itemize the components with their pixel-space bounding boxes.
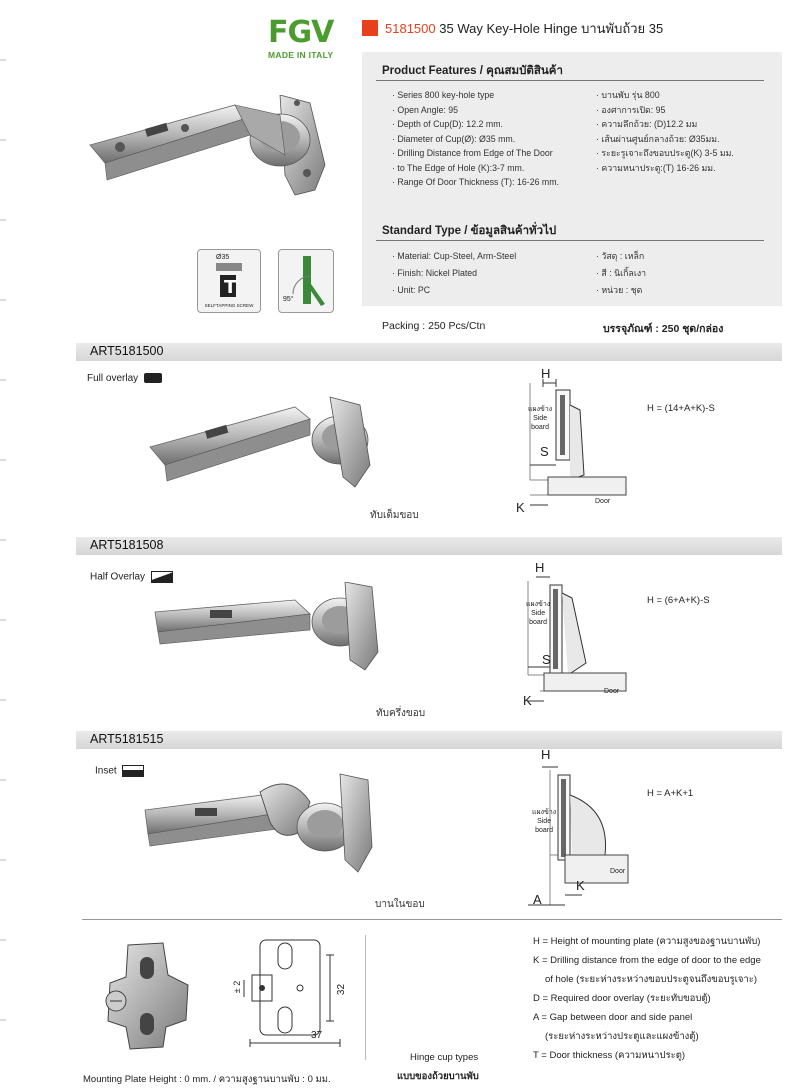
hinge-main-image — [85, 95, 350, 215]
full-overlay-icon — [144, 373, 162, 383]
mounting-plate-image — [88, 935, 208, 1055]
cup-types-en: Hinge cup types — [410, 1052, 479, 1063]
cup-screw-icon — [197, 249, 261, 313]
feature-th: · องศาการเปิด: 95 — [596, 103, 776, 118]
standard-en: · Material: Cup-Steel, Arm-Steel — [392, 248, 592, 265]
mounting-plate-height: Mounting Plate Height : 0 mm. / ความสูงฐานบานพับ : 0 มม. — [83, 1074, 331, 1085]
dimension-legend — [533, 932, 793, 1065]
feature-en: · Open Angle: 95 — [392, 103, 602, 118]
hinge-half-overlay-image — [150, 582, 390, 677]
overlay-type-3 — [95, 765, 144, 777]
side-board-label — [526, 600, 550, 627]
features-divider — [376, 80, 764, 81]
side-th: แผงข้าง — [532, 809, 557, 816]
angle-label: 95° — [283, 296, 294, 303]
diagram-k-label: K — [576, 878, 585, 893]
side-en2: board — [531, 424, 550, 431]
diagram-s-label: S — [542, 652, 551, 667]
features-en-list — [392, 88, 602, 190]
door-label: Door — [595, 498, 611, 505]
legend-a-cont: (ระยะห่างระหว่างประตูและแผงข้างตู้) — [545, 1031, 699, 1042]
feature-th: · ความหนาประตู:(T) 16-26 มม. — [596, 161, 776, 176]
cup-diameter-label: Ø35 — [216, 254, 230, 261]
dim-37-label: 37 — [311, 1030, 323, 1041]
variant-thai-label-2: ทับครึ่งขอบ — [376, 708, 426, 719]
side-en2: board — [529, 619, 548, 626]
hinge-full-overlay-image — [145, 395, 375, 495]
diagram-s-label: S — [540, 444, 549, 459]
feature-th: · บานพับ รุ่น 800 — [596, 88, 776, 103]
side-en1: Side — [533, 415, 548, 422]
logo-tagline: MADE IN ITALY — [268, 50, 334, 60]
overlay-type-1 — [87, 373, 162, 384]
feature-en: · to The Edge of Hole (K):3-7 mm. — [392, 161, 602, 176]
feature-en: · Diameter of Cup(Ø): Ø35 mm. — [392, 132, 602, 147]
standard-en: · Unit: PC — [392, 282, 592, 299]
diagram-k-label: K — [523, 693, 532, 708]
screw-label: SELFTAPPING SCREW — [204, 303, 254, 308]
variant-thai-label-1: ทับเต็มขอบ — [370, 510, 419, 521]
standard-divider — [376, 240, 764, 241]
binding-margin — [0, 0, 10, 1090]
feature-th: · ความลึกถ้วย: (D)12.2 มม — [596, 117, 776, 132]
variant-band-1 — [76, 343, 782, 361]
legend-d: D = Required door overlay (ระยะทับขอบตู้) — [533, 993, 711, 1004]
full-overlay-diagram — [508, 365, 628, 520]
packing-th: บรรจุภัณฑ์ : 250 ชุด/กล่อง — [603, 323, 724, 335]
page-title — [385, 20, 663, 37]
feature-en: · Series 800 key-hole type — [392, 88, 602, 103]
feature-en: · Drilling Distance from Edge of The Door — [392, 146, 602, 161]
diagram-a-label: A — [533, 892, 542, 907]
feature-en: · Depth of Cup(D): 12.2 mm. — [392, 117, 602, 132]
angle-icon — [278, 249, 334, 313]
standard-en: · Finish: Nickel Plated — [392, 265, 592, 282]
inset-diagram — [510, 755, 630, 910]
bottom-divider — [82, 919, 782, 920]
product-code: 5181500 — [385, 21, 436, 36]
variant-band-3 — [76, 731, 782, 749]
standard-th: · สี : นิเกิ้ลเงา — [596, 265, 766, 282]
overlay-label: Half Overlay — [90, 571, 146, 583]
diagram-h-label: H — [541, 366, 551, 381]
variant-thai-label-3: บานในขอบ — [375, 899, 425, 910]
art-code: ART5181515 — [90, 732, 164, 746]
packing-en: Packing : 250 Pcs/Ctn — [382, 320, 486, 332]
diagram-h-label: H — [535, 560, 545, 575]
formula-3: H = A+K+1 — [647, 788, 694, 799]
art-code: ART5181500 — [90, 344, 164, 358]
side-board-label — [532, 808, 556, 835]
overlay-label: Inset — [95, 765, 117, 777]
side-board-label — [528, 405, 552, 432]
standard-heading: Standard Type / ข้อมูลสินค้าทั่วไป — [382, 225, 557, 237]
variant-band-2 — [76, 537, 782, 555]
legend-k-cont: of hole (ระยะห่างระหว่างขอบประตูจนถึงขอบรูเจาะ) — [545, 974, 758, 985]
overlay-label: Full overlay — [87, 373, 139, 384]
formula-1: H = (14+A+K)-S — [647, 403, 715, 414]
door-label: Door — [604, 688, 620, 695]
svg-text:T: T — [224, 277, 237, 298]
vertical-divider — [365, 935, 366, 1060]
brand-logo — [268, 15, 342, 60]
standard-en-list — [392, 248, 592, 299]
product-title: 35 Way Key-Hole Hinge บานพับถ้วย 35 — [439, 21, 664, 36]
logo-mark: FGV — [268, 15, 334, 50]
standard-th: · วัสดุ : เหล็ก — [596, 248, 766, 265]
formula-2: H = (6+A+K)-S — [647, 595, 710, 606]
feature-en: · Range Of Door Thickness (T): 16-26 mm. — [392, 175, 602, 190]
cup-icon — [208, 263, 250, 301]
standard-th-list — [596, 248, 766, 299]
side-en2: board — [535, 827, 554, 834]
dim-pm-label: ± 2 — [232, 980, 243, 994]
legend-a: A = Gap between door and side panel — [533, 1012, 693, 1023]
standard-th: · หน่วย : ชุด — [596, 282, 766, 299]
info-panel — [362, 52, 782, 306]
cup-types-th: แบบของถ้วยบานพับ — [397, 1071, 479, 1082]
door-label: Door — [610, 868, 626, 875]
title-marker — [362, 20, 378, 36]
legend-h: H = Height of mounting plate (ความสูงของฐานบานพับ) — [533, 936, 761, 947]
legend-t: T = Door thickness (ความหนาประตู) — [533, 1050, 686, 1061]
side-th: แผงข้าง — [528, 406, 553, 413]
diagram-h-label: H — [541, 747, 551, 762]
legend-k: K = Drilling distance from the edge of door to the edge — [533, 955, 761, 966]
dim-32-label: 32 — [336, 983, 348, 996]
feature-th: · ระยะรูเจาะถึงขอบประตู(K) 3-5 มม. — [596, 146, 776, 161]
hinge-inset-image — [140, 772, 380, 877]
diagram-k-label: K — [516, 500, 525, 515]
side-th: แผงข้าง — [526, 601, 551, 608]
side-en1: Side — [531, 610, 546, 617]
features-heading: Product Features / คุณสมบัติสินค้า — [382, 65, 563, 77]
art-code: ART5181508 — [90, 538, 164, 552]
feature-th: · เส้นผ่านศูนย์กลางถ้วย: Ø35มม. — [596, 132, 776, 147]
features-th-list — [596, 88, 776, 175]
side-en1: Side — [537, 818, 552, 825]
